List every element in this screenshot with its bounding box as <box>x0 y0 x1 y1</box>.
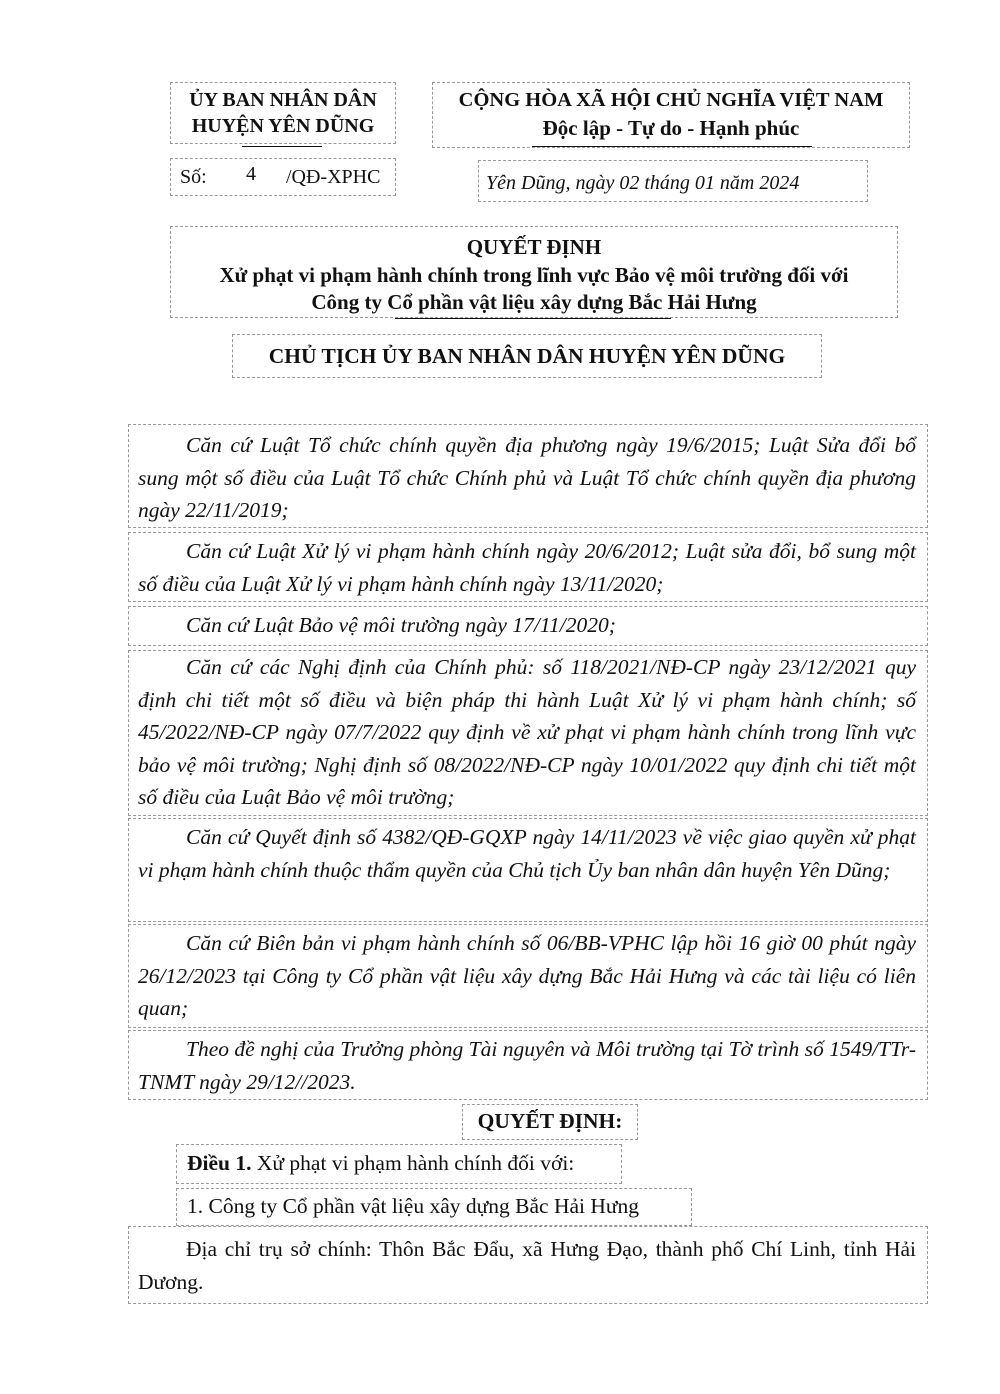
preamble-1: Căn cứ Luật Tổ chức chính quyền địa phương ngày 19/6/2015; Luật Sửa đổi bổ sung một số điều của Luật Tổ chức Chính phủ và Luật Tổ chức chính quyền địa phương ngày 22/11/2019; <box>138 433 916 522</box>
title-underline <box>395 318 671 319</box>
preamble-6: Căn cứ Biên bản vi phạm hành chính số 06/BB-VPHC lập hồi 16 giờ 00 phút ngày 26/12/2023 tại Công ty Cổ phần vật liệu xây dựng Bắc Hải Hưng và các tài liệu có liên quan; <box>138 931 916 1020</box>
document-number-label: Số: <box>180 166 207 188</box>
article-1 <box>187 1151 574 1176</box>
issue-date: Yên Dũng, ngày 02 tháng 01 năm 2024 <box>486 172 800 194</box>
decision-title: QUYẾT ĐỊNH <box>466 235 602 259</box>
agency-name-line2: HUYỆN YÊN DŨNG <box>191 115 375 137</box>
motto-underline <box>532 146 812 147</box>
national-title: CỘNG HÒA XÃ HỘI CHỦ NGHĨA VIỆT NAM <box>458 89 884 111</box>
document-number-suffix: /QĐ-XPHC <box>286 166 381 188</box>
preamble-7: Theo đề nghị của Trưởng phòng Tài nguyên và Môi trường tại Tờ trình số 1549/TTr-TNMT ngày 29/12//2023. <box>138 1037 916 1094</box>
national-motto: Độc lập - Tự do - Hạnh phúc <box>542 116 800 140</box>
agency-underline <box>242 146 322 147</box>
decision-heading: QUYẾT ĐỊNH: <box>477 1109 623 1133</box>
article-1-item-1: 1. Công ty Cổ phần vật liệu xây dựng Bắc Hải Hưng <box>187 1194 640 1218</box>
decision-subject-line2: Công ty Cổ phần vật liệu xây dựng Bắc Hải Hưng <box>311 290 757 314</box>
issuing-authority: CHỦ TỊCH ỦY BAN NHÂN DÂN HUYỆN YÊN DŨNG <box>268 344 786 368</box>
preamble-3: Căn cứ Luật Bảo vệ môi trường ngày 17/11/2020; <box>186 613 616 637</box>
article-1-label: Điều 1. <box>187 1151 252 1175</box>
document-number-value: 4 <box>246 163 256 185</box>
preamble-5: Căn cứ Quyết định số 4382/QĐ-GQXP ngày 14/11/2023 về việc giao quyền xử phạt vi phạm hành chính thuộc thẩm quyền của Chủ tịch Ủy ban nhân dân huyện Yên Dũng; <box>138 825 916 882</box>
decision-subject-line1: Xử phạt vi phạm hành chính trong lĩnh vực Bảo vệ môi trường đối với <box>219 263 849 287</box>
agency-name-line1: ỦY BAN NHÂN DÂN <box>189 89 377 111</box>
article-1-text: Xử phạt vi phạm hành chính đối với: <box>251 1151 575 1175</box>
preamble-2: Căn cứ Luật Xử lý vi phạm hành chính ngày 20/6/2012; Luật sửa đổi, bổ sung một số điều của Luật Xử lý vi phạm hành chính ngày 13/11/2020; <box>138 539 916 596</box>
company-address: Địa chỉ trụ sở chính: Thôn Bắc Đẩu, xã Hưng Đạo, thành phố Chí Linh, tỉnh Hải Dương. <box>138 1237 916 1294</box>
preamble-4: Căn cứ các Nghị định của Chính phủ: số 118/2021/NĐ-CP ngày 23/12/2021 quy định chi tiết một số điều và biện pháp thi hành Luật Xử lý vi phạm hành chính; số 45/2022/NĐ-CP ngày 07/7/2022 quy định về xử phạt vi phạm hành chính trong lĩnh vực bảo vệ môi trường; Nghị định số 08/2022/NĐ-CP ngày 10/01/2022 quy định chi tiết một số điều của Luật Bảo vệ môi trường; <box>138 655 916 809</box>
